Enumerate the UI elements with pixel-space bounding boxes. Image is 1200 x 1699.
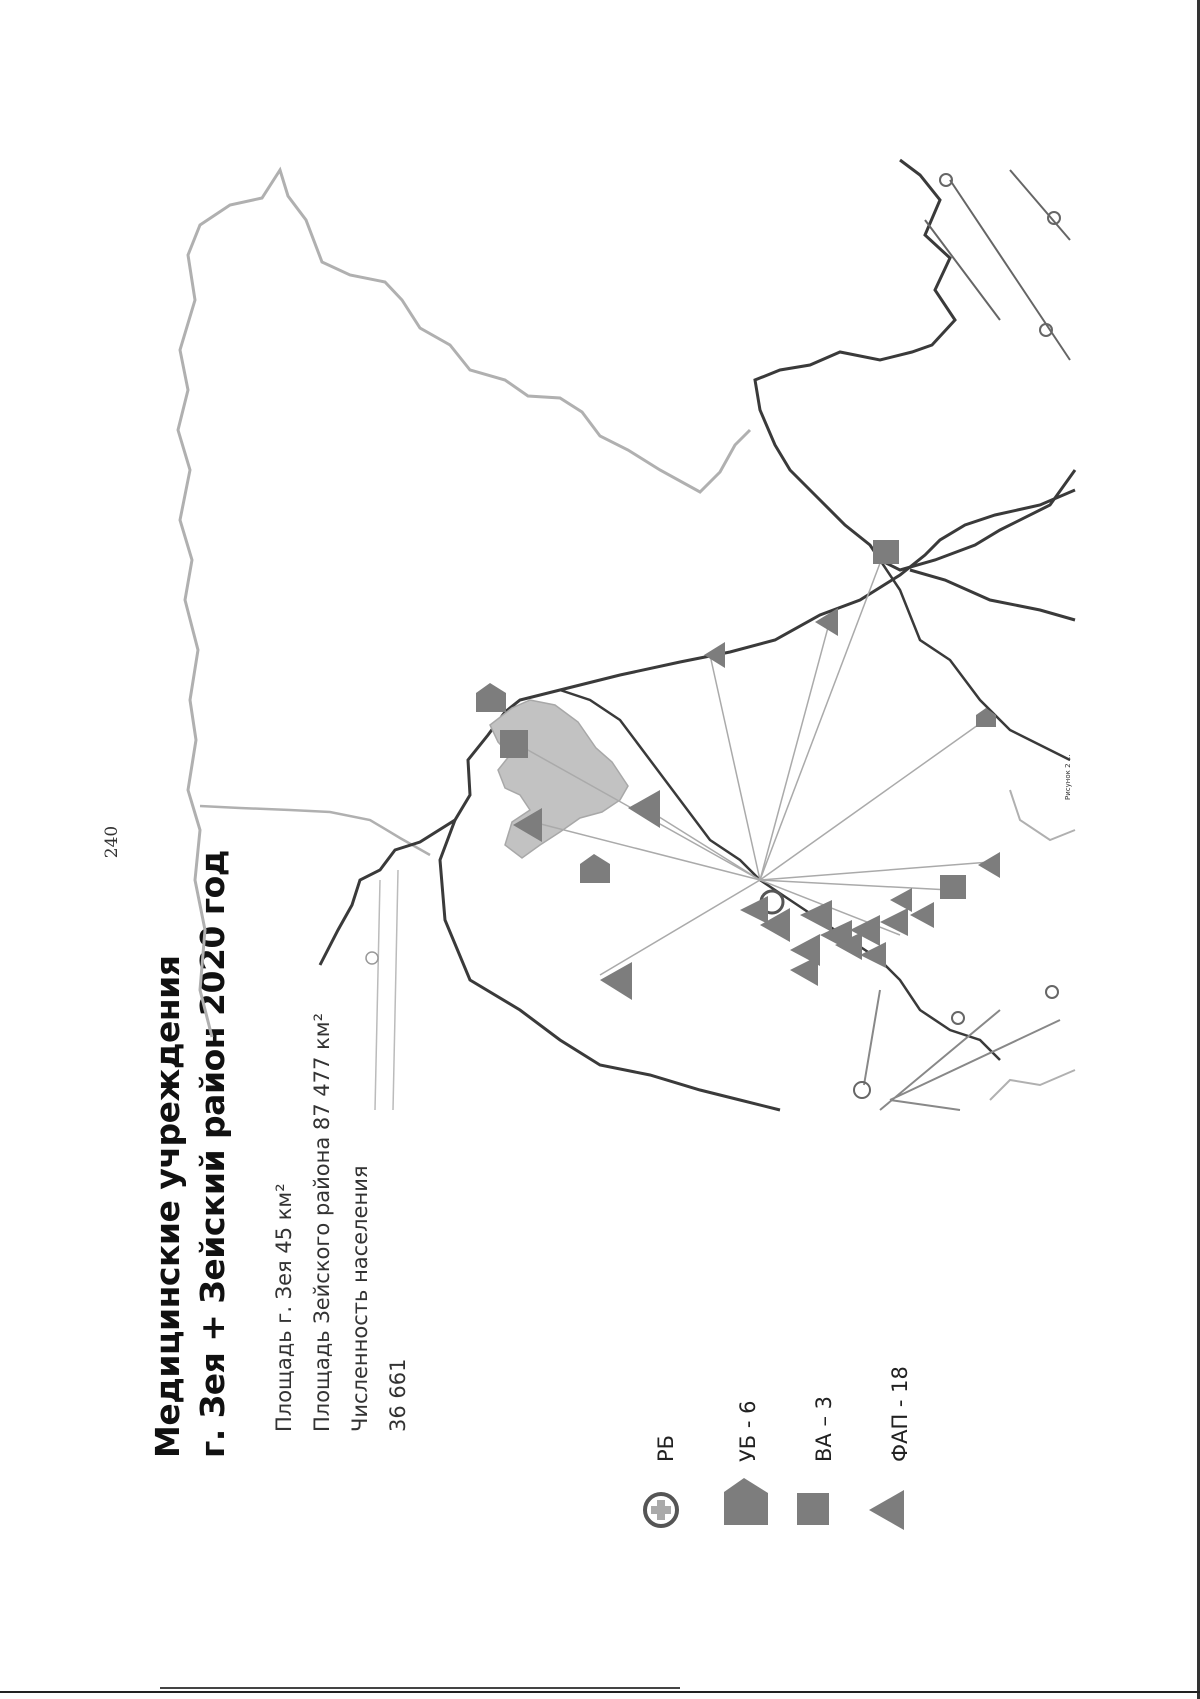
legend-symbols (645, 1478, 904, 1530)
population-value: 36 661 (386, 1358, 410, 1432)
legend-label-fap: ФАП - 18 (888, 1366, 912, 1462)
hospital-cross-icon (645, 1494, 677, 1526)
bottom-scan-rule (160, 1687, 680, 1689)
square-icon (797, 1493, 829, 1525)
page-number: 240 (102, 825, 122, 859)
title-line-2: г. Зея + Зейский район 2020 год (193, 850, 232, 1458)
area-district-text: Площадь Зейского района 87 477 км² (310, 1012, 334, 1432)
triangle-icon (869, 1490, 904, 1530)
title-line-1: Медицинские учреждения (148, 955, 187, 1458)
bottom-edge-rule (0, 1691, 1200, 1693)
legend-label-va: ВА – 3 (812, 1396, 836, 1462)
map-caption: Рисунок 2 ... (1064, 754, 1072, 800)
area-city-text: Площадь г. Зея 45 км² (272, 1183, 296, 1432)
pentagon-icon (724, 1478, 768, 1525)
population-label: Численность населения (348, 1165, 372, 1432)
region-border (178, 170, 750, 1037)
zeya-reservoir (490, 700, 628, 858)
legend-label-ub: УБ - 6 (736, 1400, 760, 1462)
legend-label-rb: РБ (654, 1434, 678, 1462)
